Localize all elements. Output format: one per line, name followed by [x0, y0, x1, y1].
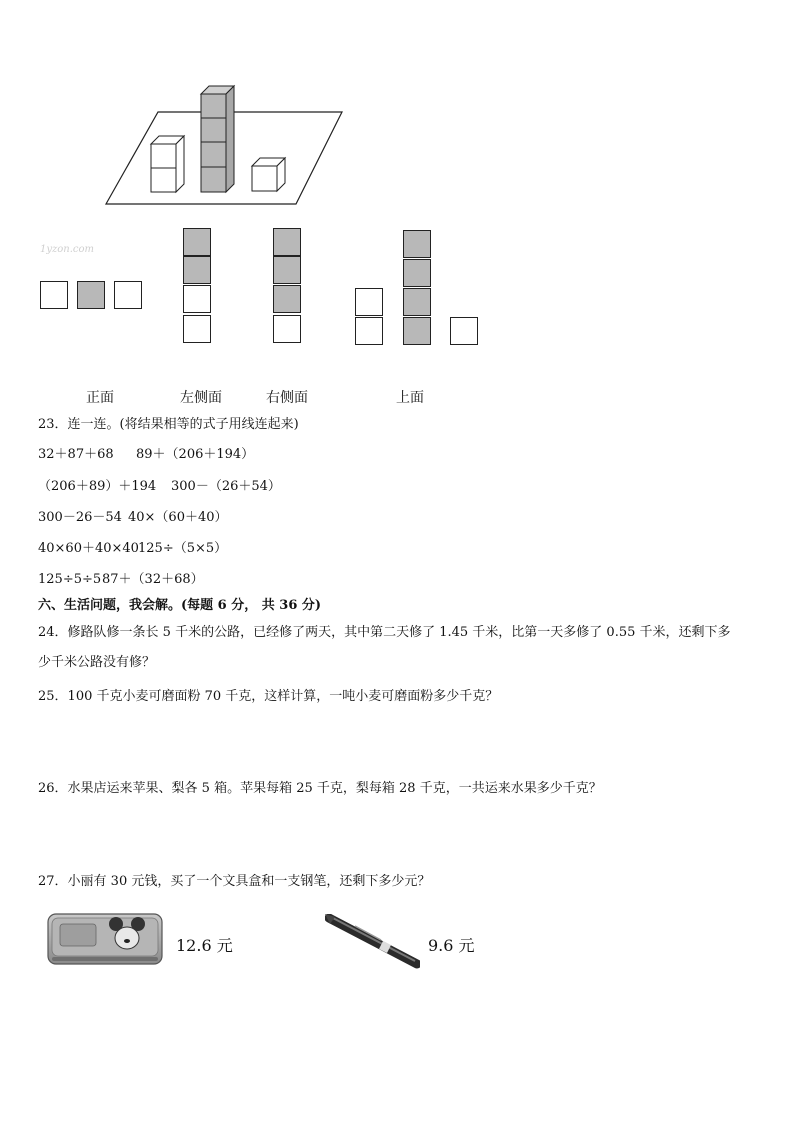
- q23-right-expr: 87＋（32＋68）: [102, 572, 204, 587]
- question-24-line2: 少千米公路没有修？: [38, 655, 156, 670]
- view-cube-shaded: [403, 230, 431, 258]
- view-cube-shaded: [183, 228, 211, 256]
- view-cube-shaded: [403, 259, 431, 287]
- watermark-text: 1yzon.com: [40, 244, 95, 255]
- view-label-right: 右侧面: [266, 390, 308, 406]
- question-25: 25．100 千克小麦可磨面粉 70 千克，这样计算，一吨小麦可磨面粉多少千克？: [38, 689, 499, 704]
- pen-price: 9.6 元: [428, 936, 475, 955]
- view-cube: [183, 315, 211, 343]
- view-cube: [355, 317, 383, 345]
- cube-stack-figure: [100, 82, 350, 208]
- question-23-title: 23．连一连。(将结果相等的式子用线连起来): [38, 417, 299, 432]
- view-label-front: 正面: [86, 390, 114, 406]
- pencil-box-price: 12.6 元: [176, 936, 233, 955]
- section-6-heading: 六、生活问题，我会解。(每题 6 分， 共 36 分): [38, 598, 322, 613]
- view-cube-shaded: [273, 285, 301, 313]
- question-24-line1: 24．修路队修一条长 5 千米的公路，已经修了两天，其中第二天修了 1.45 千米，比第一天多修了 0.55 千米，还剩下多: [38, 625, 731, 640]
- q23-right-expr: 125÷（5×5）: [138, 541, 228, 556]
- q23-right-expr: 300－（26＋54）: [171, 479, 281, 494]
- view-cube-shaded: [77, 281, 105, 309]
- question-27: 27．小丽有 30 元钱，买了一个文具盒和一支钢笔，还剩下多少元？: [38, 874, 431, 889]
- view-cube: [183, 285, 211, 313]
- q23-left-expr: 300－26－54: [38, 510, 122, 525]
- pencil-box-image: [46, 910, 166, 968]
- view-cube-shaded: [403, 317, 431, 345]
- view-cube-shaded: [183, 256, 211, 284]
- view-cube: [355, 288, 383, 316]
- view-cube-shaded: [273, 228, 301, 256]
- question-26: 26．水果店运来苹果、梨各 5 箱。苹果每箱 25 千克，梨每箱 28 千克，一共运来水果多少千克？: [38, 781, 602, 796]
- view-cube: [114, 281, 142, 309]
- view-label-top: 上面: [396, 390, 424, 406]
- pen-image: [325, 914, 420, 970]
- view-cube-shaded: [403, 288, 431, 316]
- view-cube: [450, 317, 478, 345]
- view-cube: [40, 281, 68, 309]
- q23-left-expr: （206＋89）＋194: [38, 479, 157, 494]
- q23-left-expr: 32＋87＋68: [38, 447, 114, 462]
- view-cube-shaded: [273, 256, 301, 284]
- q23-right-expr: 89＋（206＋194）: [136, 447, 255, 462]
- view-cube: [273, 315, 301, 343]
- q23-left-expr: 40×60＋40×40: [38, 541, 139, 556]
- q23-right-expr: 40×（60＋40）: [128, 510, 228, 525]
- q23-left-expr: 125÷5÷5: [38, 572, 102, 587]
- view-label-left: 左侧面: [180, 390, 222, 406]
